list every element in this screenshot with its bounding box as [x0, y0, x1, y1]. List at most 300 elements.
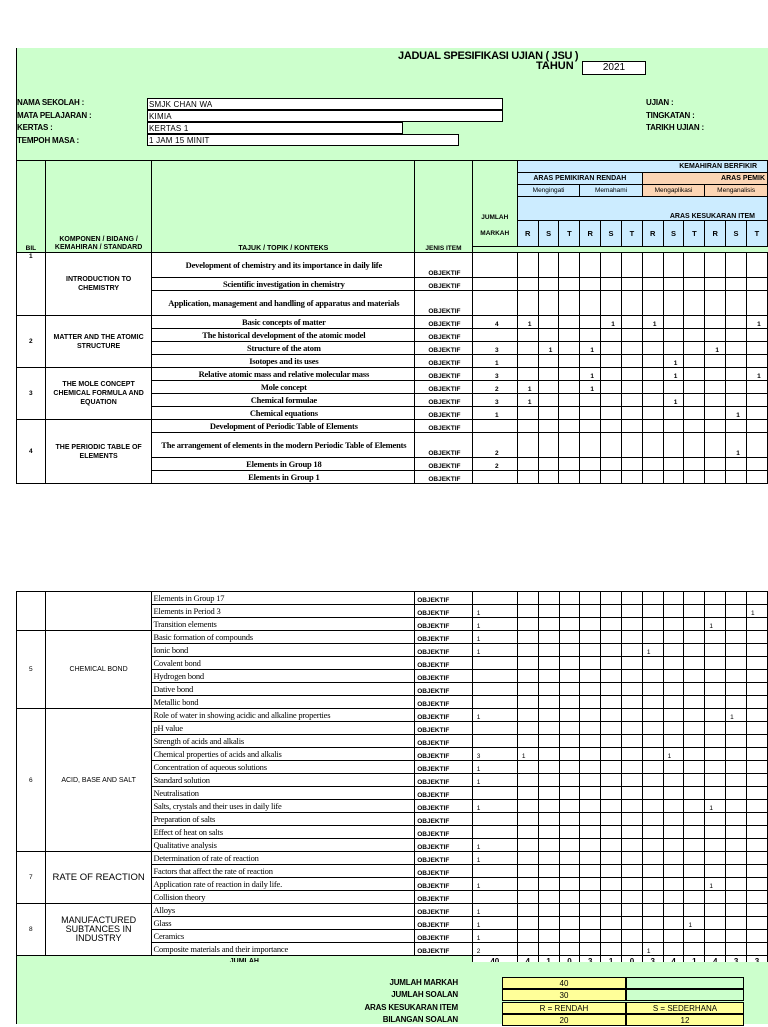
level-cell[interactable]: [684, 631, 705, 644]
level-cell[interactable]: [538, 930, 559, 943]
level-cell[interactable]: [642, 748, 663, 761]
level-cell[interactable]: [601, 329, 622, 342]
level-cell[interactable]: [559, 683, 580, 696]
level-cell[interactable]: [622, 761, 643, 774]
level-cell[interactable]: [601, 381, 622, 394]
level-cell[interactable]: [684, 787, 705, 800]
level-cell[interactable]: [663, 891, 684, 904]
level-cell[interactable]: [663, 618, 684, 631]
level-cell[interactable]: [663, 458, 684, 471]
level-cell[interactable]: [538, 407, 559, 420]
level-cell[interactable]: [580, 748, 601, 761]
level-cell[interactable]: [705, 368, 726, 381]
level-cell[interactable]: [684, 618, 705, 631]
level-cell[interactable]: [538, 683, 559, 696]
level-cell[interactable]: [705, 930, 726, 943]
level-cell[interactable]: [517, 471, 538, 484]
level-cell[interactable]: [559, 381, 580, 394]
level-cell[interactable]: [517, 420, 538, 433]
level-cell[interactable]: [580, 761, 601, 774]
level-cell[interactable]: [559, 891, 580, 904]
markah-cell[interactable]: [472, 278, 517, 291]
level-cell[interactable]: [580, 433, 601, 458]
level-cell[interactable]: [642, 852, 663, 865]
level-cell[interactable]: [601, 813, 622, 826]
level-cell[interactable]: [622, 852, 643, 865]
level-cell[interactable]: [642, 420, 663, 433]
level-cell[interactable]: [663, 865, 684, 878]
level-cell[interactable]: [684, 458, 705, 471]
level-cell[interactable]: [559, 839, 580, 852]
level-cell[interactable]: [642, 774, 663, 787]
level-cell[interactable]: 1: [580, 368, 601, 381]
level-cell[interactable]: [517, 904, 538, 917]
level-cell[interactable]: [538, 394, 559, 407]
level-cell[interactable]: [621, 291, 642, 316]
level-cell[interactable]: [726, 787, 747, 800]
level-cell[interactable]: [601, 458, 622, 471]
level-cell[interactable]: [705, 787, 726, 800]
markah-cell[interactable]: 1: [472, 761, 517, 774]
level-cell[interactable]: [538, 381, 559, 394]
level-cell[interactable]: [684, 891, 705, 904]
level-cell[interactable]: [705, 657, 726, 670]
level-cell[interactable]: [622, 878, 643, 891]
level-cell[interactable]: [622, 631, 643, 644]
level-cell[interactable]: [538, 458, 559, 471]
level-cell[interactable]: [684, 644, 705, 657]
level-cell[interactable]: [684, 592, 705, 605]
level-cell[interactable]: [642, 839, 663, 852]
level-cell[interactable]: [684, 407, 705, 420]
level-cell[interactable]: [601, 407, 622, 420]
level-cell[interactable]: [517, 761, 538, 774]
level-cell[interactable]: [559, 291, 580, 316]
level-cell[interactable]: [601, 839, 622, 852]
level-cell[interactable]: [684, 278, 705, 291]
level-cell[interactable]: [726, 278, 747, 291]
level-cell[interactable]: [642, 291, 663, 316]
level-cell[interactable]: [601, 631, 622, 644]
level-cell[interactable]: [746, 253, 767, 278]
level-cell[interactable]: [684, 329, 705, 342]
level-cell[interactable]: [601, 670, 622, 683]
level-cell[interactable]: [746, 329, 767, 342]
level-cell[interactable]: [726, 800, 747, 813]
level-cell[interactable]: 1: [580, 381, 601, 394]
level-cell[interactable]: [746, 355, 767, 368]
level-cell[interactable]: [559, 878, 580, 891]
level-cell[interactable]: [621, 329, 642, 342]
level-cell[interactable]: [746, 826, 767, 839]
level-cell[interactable]: [601, 865, 622, 878]
level-cell[interactable]: [538, 787, 559, 800]
markah-cell[interactable]: 1: [472, 917, 517, 930]
level-cell[interactable]: [622, 787, 643, 800]
level-cell[interactable]: [642, 605, 663, 618]
level-cell[interactable]: [601, 722, 622, 735]
level-cell[interactable]: [517, 433, 538, 458]
level-cell[interactable]: [642, 891, 663, 904]
level-cell[interactable]: [642, 355, 663, 368]
level-cell[interactable]: [517, 865, 538, 878]
level-cell[interactable]: [517, 278, 538, 291]
level-cell[interactable]: [559, 722, 580, 735]
level-cell[interactable]: [746, 709, 767, 722]
level-cell[interactable]: [622, 917, 643, 930]
level-cell[interactable]: [684, 420, 705, 433]
kertas-field[interactable]: KERTAS 1: [147, 122, 403, 134]
level-cell[interactable]: [746, 839, 767, 852]
level-cell[interactable]: [663, 761, 684, 774]
level-cell[interactable]: [642, 342, 663, 355]
level-cell[interactable]: 1: [580, 342, 601, 355]
level-cell[interactable]: 1: [642, 316, 663, 329]
level-cell[interactable]: [746, 904, 767, 917]
level-cell[interactable]: [601, 433, 622, 458]
level-cell[interactable]: [622, 826, 643, 839]
level-cell[interactable]: [642, 278, 663, 291]
level-cell[interactable]: [559, 644, 580, 657]
level-cell[interactable]: [517, 670, 538, 683]
level-cell[interactable]: [746, 787, 767, 800]
level-cell[interactable]: [705, 407, 726, 420]
level-cell[interactable]: [517, 774, 538, 787]
level-cell[interactable]: [622, 670, 643, 683]
level-cell[interactable]: [538, 696, 559, 709]
markah-cell[interactable]: 1: [472, 631, 517, 644]
level-cell[interactable]: 1: [642, 943, 663, 956]
level-cell[interactable]: [538, 316, 559, 329]
level-cell[interactable]: [684, 394, 705, 407]
level-cell[interactable]: [705, 709, 726, 722]
level-cell[interactable]: [705, 381, 726, 394]
level-cell[interactable]: [746, 865, 767, 878]
markah-cell[interactable]: 2: [472, 433, 517, 458]
level-cell[interactable]: [684, 368, 705, 381]
level-cell[interactable]: [642, 904, 663, 917]
level-cell[interactable]: [559, 865, 580, 878]
level-cell[interactable]: [580, 878, 601, 891]
level-cell[interactable]: [601, 592, 622, 605]
level-cell[interactable]: [746, 618, 767, 631]
level-cell[interactable]: [705, 433, 726, 458]
level-cell[interactable]: [746, 631, 767, 644]
markah-cell[interactable]: 1: [472, 355, 517, 368]
level-cell[interactable]: [663, 852, 684, 865]
level-cell[interactable]: [746, 722, 767, 735]
level-cell[interactable]: [726, 458, 747, 471]
markah-cell[interactable]: [472, 696, 517, 709]
level-cell[interactable]: [538, 644, 559, 657]
level-cell[interactable]: [538, 943, 559, 956]
level-cell[interactable]: [663, 943, 684, 956]
level-cell[interactable]: [601, 291, 622, 316]
markah-cell[interactable]: 1: [472, 800, 517, 813]
level-cell[interactable]: 1: [705, 878, 726, 891]
level-cell[interactable]: [621, 381, 642, 394]
markah-cell[interactable]: 3: [472, 748, 517, 761]
level-cell[interactable]: [642, 657, 663, 670]
level-cell[interactable]: [580, 316, 601, 329]
level-cell[interactable]: [621, 316, 642, 329]
level-cell[interactable]: [601, 683, 622, 696]
level-cell[interactable]: [746, 471, 767, 484]
level-cell[interactable]: [601, 826, 622, 839]
level-cell[interactable]: [663, 787, 684, 800]
level-cell[interactable]: [746, 878, 767, 891]
level-cell[interactable]: [746, 891, 767, 904]
level-cell[interactable]: [622, 618, 643, 631]
level-cell[interactable]: [622, 735, 643, 748]
level-cell[interactable]: [684, 316, 705, 329]
markah-cell[interactable]: 4: [472, 316, 517, 329]
level-cell[interactable]: [601, 748, 622, 761]
level-cell[interactable]: [622, 774, 643, 787]
level-cell[interactable]: [726, 670, 747, 683]
level-cell[interactable]: [580, 839, 601, 852]
level-cell[interactable]: 1: [517, 394, 538, 407]
level-cell[interactable]: [663, 407, 684, 420]
level-cell[interactable]: [622, 696, 643, 709]
level-cell[interactable]: [726, 657, 747, 670]
level-cell[interactable]: [559, 800, 580, 813]
level-cell[interactable]: [726, 368, 747, 381]
level-cell[interactable]: [642, 800, 663, 813]
level-cell[interactable]: [601, 355, 622, 368]
nama-sekolah-field[interactable]: SMJK CHAN WA: [147, 98, 503, 110]
level-cell[interactable]: [663, 839, 684, 852]
level-cell[interactable]: [538, 709, 559, 722]
level-cell[interactable]: [726, 420, 747, 433]
level-cell[interactable]: [601, 368, 622, 381]
level-cell[interactable]: [601, 891, 622, 904]
level-cell[interactable]: [705, 291, 726, 316]
level-cell[interactable]: [538, 605, 559, 618]
level-cell[interactable]: [746, 852, 767, 865]
level-cell[interactable]: [705, 774, 726, 787]
level-cell[interactable]: [517, 722, 538, 735]
level-cell[interactable]: [642, 471, 663, 484]
level-cell[interactable]: [621, 394, 642, 407]
level-cell[interactable]: 1: [726, 709, 747, 722]
level-cell[interactable]: [726, 592, 747, 605]
level-cell[interactable]: [684, 800, 705, 813]
level-cell[interactable]: [746, 943, 767, 956]
level-cell[interactable]: [663, 291, 684, 316]
level-cell[interactable]: [663, 342, 684, 355]
level-cell[interactable]: [642, 458, 663, 471]
level-cell[interactable]: [642, 683, 663, 696]
level-cell[interactable]: [580, 670, 601, 683]
level-cell[interactable]: [517, 787, 538, 800]
markah-cell[interactable]: 1: [472, 930, 517, 943]
level-cell[interactable]: [559, 329, 580, 342]
level-cell[interactable]: [726, 471, 747, 484]
level-cell[interactable]: [621, 355, 642, 368]
level-cell[interactable]: [538, 774, 559, 787]
level-cell[interactable]: [726, 761, 747, 774]
level-cell[interactable]: [642, 709, 663, 722]
level-cell[interactable]: [746, 394, 767, 407]
level-cell[interactable]: [517, 696, 538, 709]
level-cell[interactable]: [559, 696, 580, 709]
level-cell[interactable]: [726, 852, 747, 865]
level-cell[interactable]: [580, 592, 601, 605]
level-cell[interactable]: [559, 407, 580, 420]
level-cell[interactable]: [663, 722, 684, 735]
level-cell[interactable]: [580, 722, 601, 735]
level-cell[interactable]: [684, 852, 705, 865]
level-cell[interactable]: [559, 368, 580, 381]
level-cell[interactable]: [580, 253, 601, 278]
level-cell[interactable]: [538, 368, 559, 381]
level-cell[interactable]: [601, 878, 622, 891]
level-cell[interactable]: [642, 813, 663, 826]
level-cell[interactable]: [726, 696, 747, 709]
year-field[interactable]: 2021: [582, 61, 646, 75]
markah-cell[interactable]: [472, 865, 517, 878]
level-cell[interactable]: 1: [705, 618, 726, 631]
level-cell[interactable]: [621, 407, 642, 420]
level-cell[interactable]: 1: [517, 381, 538, 394]
level-cell[interactable]: [517, 891, 538, 904]
level-cell[interactable]: 1: [746, 605, 767, 618]
level-cell[interactable]: [705, 943, 726, 956]
level-cell[interactable]: [559, 618, 580, 631]
level-cell[interactable]: [559, 748, 580, 761]
level-cell[interactable]: [705, 471, 726, 484]
level-cell[interactable]: [705, 316, 726, 329]
markah-cell[interactable]: 3: [472, 368, 517, 381]
level-cell[interactable]: [642, 407, 663, 420]
level-cell[interactable]: [726, 316, 747, 329]
markah-cell[interactable]: 1: [472, 407, 517, 420]
level-cell[interactable]: [517, 943, 538, 956]
level-cell[interactable]: [642, 696, 663, 709]
level-cell[interactable]: 1: [663, 394, 684, 407]
level-cell[interactable]: [726, 329, 747, 342]
level-cell[interactable]: [538, 735, 559, 748]
markah-cell[interactable]: [472, 722, 517, 735]
level-cell[interactable]: [559, 394, 580, 407]
level-cell[interactable]: [746, 930, 767, 943]
level-cell[interactable]: [663, 904, 684, 917]
level-cell[interactable]: [622, 722, 643, 735]
level-cell[interactable]: 1: [517, 316, 538, 329]
level-cell[interactable]: [580, 735, 601, 748]
level-cell[interactable]: [726, 291, 747, 316]
level-cell[interactable]: [684, 433, 705, 458]
level-cell[interactable]: [746, 774, 767, 787]
level-cell[interactable]: [642, 329, 663, 342]
level-cell[interactable]: [684, 342, 705, 355]
level-cell[interactable]: [684, 355, 705, 368]
level-cell[interactable]: [663, 917, 684, 930]
level-cell[interactable]: [663, 644, 684, 657]
level-cell[interactable]: [746, 813, 767, 826]
level-cell[interactable]: 1: [517, 748, 538, 761]
level-cell[interactable]: [684, 761, 705, 774]
level-cell[interactable]: [746, 278, 767, 291]
markah-cell[interactable]: 2: [472, 381, 517, 394]
level-cell[interactable]: [538, 670, 559, 683]
level-cell[interactable]: [642, 917, 663, 930]
markah-cell[interactable]: 1: [472, 774, 517, 787]
level-cell[interactable]: [726, 253, 747, 278]
level-cell[interactable]: [663, 420, 684, 433]
level-cell[interactable]: [746, 407, 767, 420]
level-cell[interactable]: [684, 670, 705, 683]
level-cell[interactable]: [705, 329, 726, 342]
level-cell[interactable]: [621, 368, 642, 381]
level-cell[interactable]: [538, 761, 559, 774]
level-cell[interactable]: [705, 761, 726, 774]
level-cell[interactable]: [517, 800, 538, 813]
level-cell[interactable]: [622, 592, 643, 605]
level-cell[interactable]: [538, 878, 559, 891]
level-cell[interactable]: [684, 657, 705, 670]
level-cell[interactable]: [663, 605, 684, 618]
level-cell[interactable]: [642, 592, 663, 605]
level-cell[interactable]: [517, 368, 538, 381]
level-cell[interactable]: [621, 342, 642, 355]
level-cell[interactable]: [580, 291, 601, 316]
level-cell[interactable]: [559, 433, 580, 458]
level-cell[interactable]: [684, 748, 705, 761]
level-cell[interactable]: [559, 774, 580, 787]
level-cell[interactable]: [559, 278, 580, 291]
level-cell[interactable]: [705, 631, 726, 644]
markah-cell[interactable]: 3: [472, 342, 517, 355]
level-cell[interactable]: [663, 670, 684, 683]
level-cell[interactable]: 1: [684, 917, 705, 930]
level-cell[interactable]: [705, 735, 726, 748]
level-cell[interactable]: [559, 355, 580, 368]
level-cell[interactable]: [601, 852, 622, 865]
level-cell[interactable]: [601, 657, 622, 670]
level-cell[interactable]: [705, 605, 726, 618]
level-cell[interactable]: [746, 657, 767, 670]
level-cell[interactable]: [684, 878, 705, 891]
level-cell[interactable]: [580, 943, 601, 956]
level-cell[interactable]: [601, 709, 622, 722]
level-cell[interactable]: [517, 329, 538, 342]
level-cell[interactable]: [684, 930, 705, 943]
level-cell[interactable]: [726, 943, 747, 956]
level-cell[interactable]: [622, 657, 643, 670]
level-cell[interactable]: [580, 278, 601, 291]
level-cell[interactable]: [580, 696, 601, 709]
level-cell[interactable]: [559, 253, 580, 278]
level-cell[interactable]: [642, 433, 663, 458]
level-cell[interactable]: [601, 644, 622, 657]
level-cell[interactable]: [663, 930, 684, 943]
level-cell[interactable]: [517, 631, 538, 644]
level-cell[interactable]: [580, 394, 601, 407]
level-cell[interactable]: [538, 657, 559, 670]
level-cell[interactable]: [663, 683, 684, 696]
level-cell[interactable]: [663, 471, 684, 484]
level-cell[interactable]: [601, 342, 622, 355]
markah-cell[interactable]: 2: [472, 943, 517, 956]
level-cell[interactable]: [559, 342, 580, 355]
level-cell[interactable]: [580, 709, 601, 722]
level-cell[interactable]: [517, 458, 538, 471]
level-cell[interactable]: [726, 605, 747, 618]
level-cell[interactable]: [601, 917, 622, 930]
level-cell[interactable]: [726, 878, 747, 891]
